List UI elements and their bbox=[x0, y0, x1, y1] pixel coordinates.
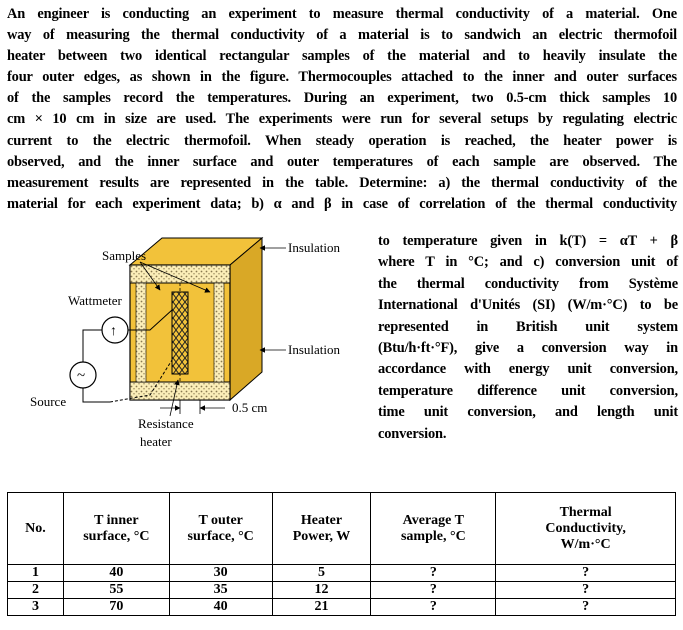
wattmeter-label: Wattmeter bbox=[68, 293, 122, 308]
problem-line: measurement results are represented in the table. Determine: a) the thermal conductivity of the bbox=[7, 174, 677, 191]
cell: 1 bbox=[8, 565, 64, 582]
problem-line: of the samples record the temperatures. During an experiment, two 0.5-cm thick samples 10 bbox=[7, 90, 677, 107]
cell: ? bbox=[496, 565, 676, 582]
side-line: the thermal conductivity from Système bbox=[378, 275, 678, 292]
problem-line: four outer edges, as shown in the figure. Thermocouples attached to the inner and outer surfaces bbox=[7, 69, 677, 86]
problem-line: current to the electric thermofoil. When steady operation is reached, the heater power is bbox=[7, 132, 677, 149]
side-line: conversion. bbox=[378, 425, 447, 442]
col-avg-t-header: Average T sample, °C bbox=[371, 493, 496, 565]
col-t-inner-header: T inner surface, °C bbox=[63, 493, 169, 565]
cell: 30 bbox=[169, 565, 272, 582]
cell: 12 bbox=[272, 582, 371, 599]
cell: ? bbox=[496, 582, 676, 599]
cell: 21 bbox=[272, 599, 371, 616]
side-line: (Btu/h·ft·°F), give a conversion way in bbox=[378, 339, 678, 356]
col-t-outer-header: T outer surface, °C bbox=[169, 493, 272, 565]
thickness-label: 0.5 cm bbox=[232, 400, 268, 415]
problem-line: observed, and the inner surface and outer temperatures of each sample are observed. The bbox=[7, 153, 677, 170]
cell: 70 bbox=[63, 599, 169, 616]
experiment-figure bbox=[20, 230, 380, 460]
cell: 40 bbox=[63, 565, 169, 582]
side-line: time unit conversion, and length unit bbox=[378, 404, 678, 421]
results-table bbox=[7, 492, 676, 616]
side-line: accordance with energy unit conversion, bbox=[378, 361, 678, 378]
table-row bbox=[8, 582, 676, 599]
side-line: temperature difference unit conversion, bbox=[378, 382, 678, 399]
cell: 35 bbox=[169, 582, 272, 599]
problem-side-text bbox=[378, 231, 678, 445]
source-label: Source bbox=[30, 394, 67, 409]
cell: ? bbox=[371, 582, 496, 599]
insulation-top bbox=[130, 265, 230, 283]
cell: 3 bbox=[8, 599, 64, 616]
insulation-bottom-label: Insulation bbox=[288, 342, 340, 357]
side-line: represented in British unit system bbox=[378, 318, 678, 335]
cell: 55 bbox=[63, 582, 169, 599]
insulation-top-label: Insulation bbox=[288, 240, 340, 255]
side-line: International d'Unités (SI) (W/m·°C) to be bbox=[378, 297, 678, 314]
cell: 2 bbox=[8, 582, 64, 599]
problem-line: cm × 10 cm in size are used. The experiments were run for several setups by regulating electric bbox=[7, 111, 677, 128]
problem-line: way of measuring the thermal conductivity of a material is to sandwich an electric thermofoil bbox=[7, 27, 677, 44]
heater-label-1: Resistance bbox=[138, 416, 194, 431]
resistance-heater bbox=[172, 292, 188, 374]
cell: ? bbox=[496, 599, 676, 616]
problem-line: material for each experiment data; b) α and β in case of correlation of the thermal conductivity bbox=[7, 195, 677, 212]
insulation-bottom bbox=[130, 382, 230, 400]
table-header-row bbox=[8, 493, 676, 565]
col-no-header: No. bbox=[8, 493, 64, 565]
samples-label: Samples bbox=[102, 248, 147, 263]
slab-right-face bbox=[230, 238, 262, 400]
col-k-header: Thermal Conductivity, W/m·°C bbox=[496, 493, 676, 565]
cell: 40 bbox=[169, 599, 272, 616]
col-power-header: Heater Power, W bbox=[272, 493, 371, 565]
heater-label-2: heater bbox=[140, 434, 172, 449]
problem-line: An engineer is conducting an experiment to measure thermal conductivity of a material. One bbox=[7, 6, 677, 22]
cell: ? bbox=[371, 565, 496, 582]
source-symbol: ~ bbox=[77, 368, 86, 384]
side-line: where T in °C; and c) conversion unit of bbox=[378, 254, 678, 271]
table-row bbox=[8, 565, 676, 582]
wattmeter-symbol: ↑ bbox=[110, 324, 117, 339]
problem-text bbox=[7, 4, 677, 215]
problem-line: heater between two identical rectangular samples of the material and to heavily insulate the bbox=[7, 48, 677, 65]
cell: 5 bbox=[272, 565, 371, 582]
cell: ? bbox=[371, 599, 496, 616]
table-row bbox=[8, 599, 676, 616]
side-line: to temperature given in k(T) = αT + β bbox=[378, 233, 678, 249]
